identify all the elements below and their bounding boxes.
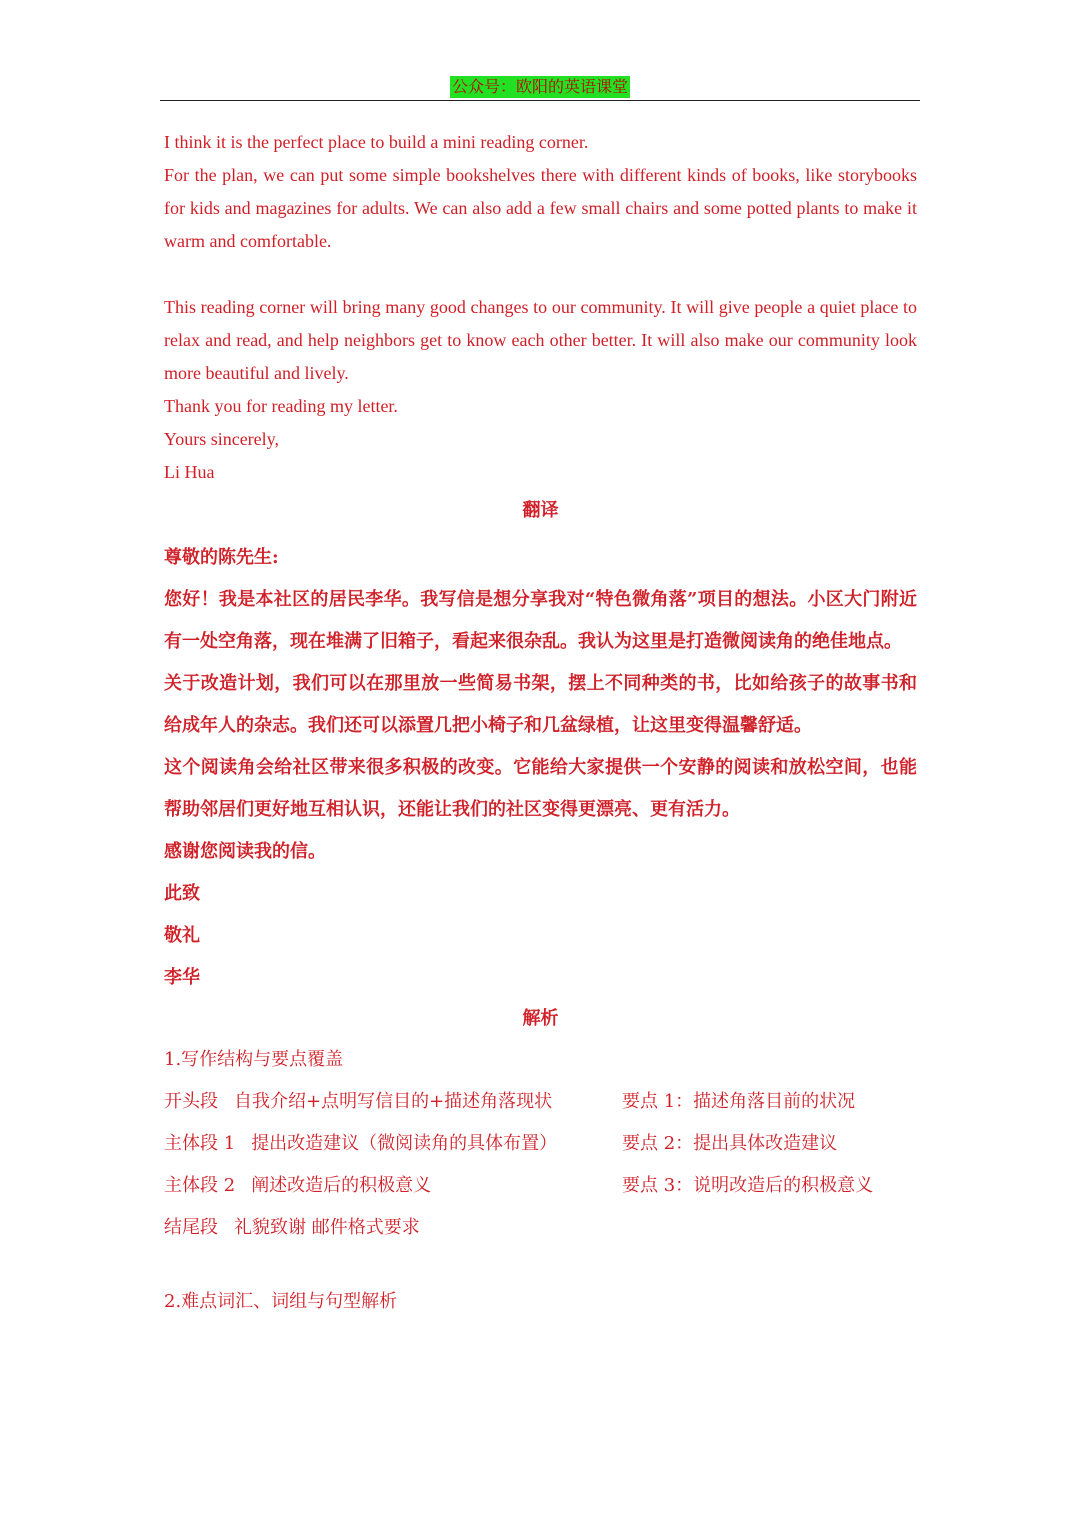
analysis-section-heading: 2.难点词汇、词组与句型解析 [164, 1291, 398, 1312]
translation-paragraph: 关于改造计划，我们可以在那里放一些简易书架，摆上不同种类的书，比如给孩子的故事书和给成年人的杂志。我们还可以添置几把小椅子和几盆绿植，让这里变得温馨舒适。 [164, 673, 917, 736]
analysis-section-heading: 1.写作结构与要点覆盖 [164, 1049, 344, 1070]
translation-paragraph: 这个阅读角会给社区带来很多积极的改变。它能给大家提供一个安静的阅读和放松空间，也能帮助邻居们更好地互相认识，还能让我们的社区变得更漂亮、更有活力。 [164, 757, 917, 820]
translation-paragraph: 此致 [164, 883, 200, 904]
english-closing: Thank you for reading my letter. [164, 396, 398, 416]
structure-row [164, 1081, 917, 1123]
row-label: 主体段 1 [164, 1133, 236, 1154]
page-header [160, 76, 920, 101]
header-title: 公众号：欧阳的英语课堂 [451, 77, 628, 96]
translation-title: 翻译 [522, 500, 559, 521]
english-paragraph: This reading corner will bring many good changes to our community. It will give people a quiet place to relax and read, and help neighbors get to know each other better. It will also make our community look more beautiful and lively. [164, 297, 917, 383]
row-point: 要点 1：描述角落目前的状况 [622, 1091, 856, 1112]
row-point: 要点 2：提出具体改造建议 [622, 1133, 838, 1154]
row-label: 结尾段 [164, 1217, 218, 1238]
english-paragraph: For the plan, we can put some simple bookshelves there with different kinds of books, like storybooks for kids and magazines for adults. We can also add a few small chairs and some potted plants to make it warm and comfortable. [164, 165, 917, 251]
translation-paragraph: 感谢您阅读我的信。 [164, 841, 326, 862]
row-point: 要点 3：说明改造后的积极意义 [622, 1175, 874, 1196]
translation-paragraph: 尊敬的陈先生: [164, 547, 279, 568]
translation-paragraph: 李华 [164, 967, 200, 988]
row-label: 主体段 2 [164, 1175, 236, 1196]
structure-row [164, 1207, 917, 1249]
row-content: 提出改造建议（微阅读角的具体布置） [251, 1133, 558, 1154]
document-body [164, 126, 917, 1323]
english-paragraph: I think it is the perfect place to build a mini reading corner. [164, 132, 589, 152]
english-signature: Li Hua [164, 462, 215, 482]
row-content: 阐述改造后的积极意义 [251, 1175, 432, 1196]
structure-row [164, 1165, 917, 1207]
row-content: 自我介绍+点明写信目的+描述角落现状 [234, 1091, 553, 1112]
translation-paragraph: 您好！我是本社区的居民李华。我写信是想分享我对“特色微角落”项目的想法。小区大门附近有一处空角落，现在堆满了旧箱子，看起来很杂乱。我认为这里是打造微阅读角的绝佳地点。 [164, 589, 917, 652]
row-label: 开头段 [164, 1091, 218, 1112]
row-content: 礼貌致谢 邮件格式要求 [234, 1217, 420, 1238]
structure-row [164, 1123, 917, 1165]
analysis-title: 解析 [522, 1008, 559, 1029]
translation-paragraph: 敬礼 [164, 925, 200, 946]
english-signoff: Yours sincerely, [164, 429, 279, 449]
